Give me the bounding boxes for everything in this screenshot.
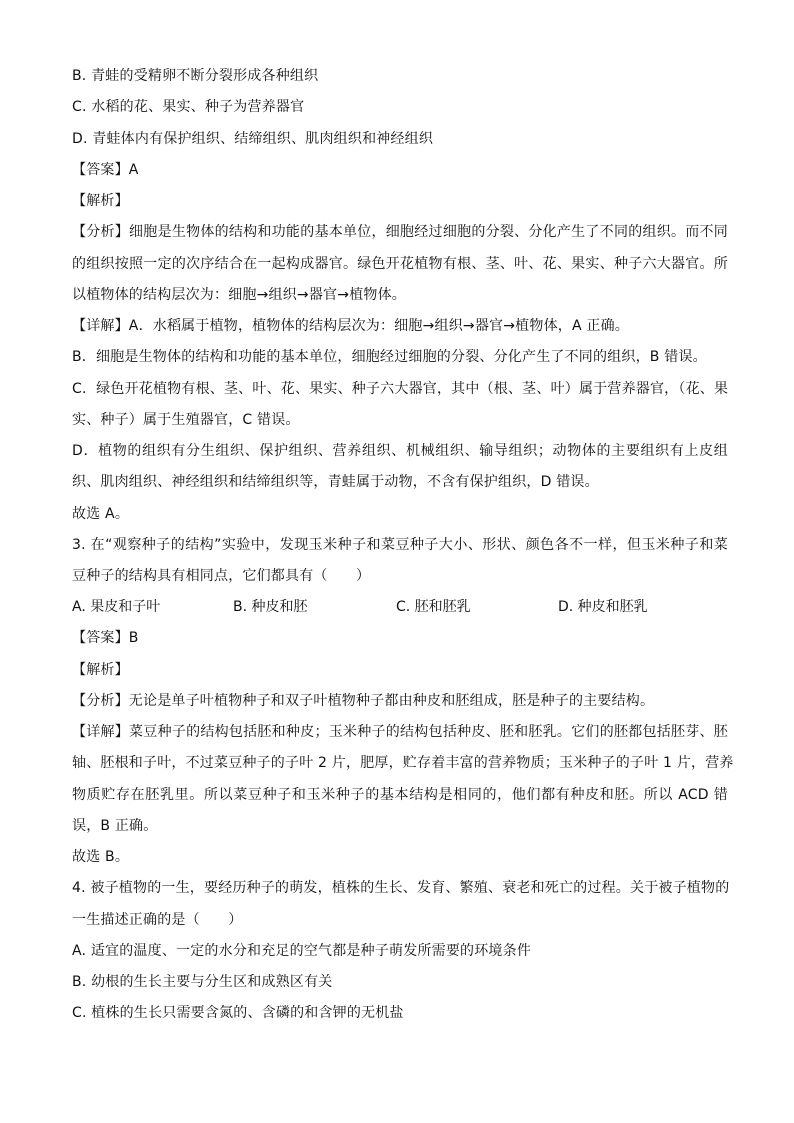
option-a-q4: A. 适宜的温度、一定的水分和充足的空气都是种子萌发所需要的环境条件 bbox=[72, 943, 532, 959]
question-4-stem: 一生描述正确的是（ ） bbox=[72, 912, 243, 928]
conclusion-q2: 故选 A。 bbox=[72, 506, 130, 522]
option-c-q3: C. 胚和胚乳 bbox=[396, 599, 471, 615]
answer-q3: 【答案】B bbox=[72, 630, 139, 646]
detail-paragraph: 轴、胚根和子叶，不过菜豆种子的子叶 2 片，肥厚，贮存着丰富的营养物质；玉米种子的子叶 1 片，营养 bbox=[72, 755, 734, 771]
option-c-q2: C. 水稻的花、果实、种子为营养器官 bbox=[72, 99, 305, 115]
question-3-stem: 3. 在“观察种子的结构”实验中，发现玉米种子和菜豆种子大小、形状、颜色各不一样，但玉米种子和菜 bbox=[72, 537, 728, 553]
analysis-heading-q2: 【解析】 bbox=[72, 193, 129, 209]
analysis-paragraph: 的组织按照一定的次序结合在一起构成器官。绿色开花植物有根、茎、叶、花、果实、种子六大器官。所 bbox=[72, 256, 728, 272]
detail-paragraph: 误，B 正确。 bbox=[72, 818, 158, 834]
option-b-q4: B. 幼根的生长主要与分生区和成熟区有关 bbox=[72, 974, 333, 990]
option-b-q3: B. 种皮和胚 bbox=[233, 599, 308, 615]
analysis-heading-q3: 【解析】 bbox=[72, 662, 129, 678]
detail-paragraph: 织、肌肉组织、神经组织和结缔组织等，青蛙属于动物，不含有保护组织，D 错误。 bbox=[72, 474, 599, 490]
option-d-q3: D. 种皮和胚乳 bbox=[558, 599, 648, 615]
analysis-paragraph: 【分析】细胞是生物体的结构和功能的基本单位，细胞经过细胞的分裂、分化产生了不同的组织。而不同 bbox=[72, 224, 728, 240]
detail-paragraph: D．植物的组织有分生组织、保护组织、营养组织、机械组织、输导组织；动物体的主要组织有上皮组 bbox=[72, 443, 728, 459]
analysis-paragraph: 【分析】无论是单子叶植物种子和双子叶植物种子都由种皮和胚组成，胚是种子的主要结构。 bbox=[72, 693, 655, 709]
option-b-q2: B. 青蛙的受精卵不断分裂形成各种组织 bbox=[72, 68, 319, 84]
option-a-q3: A. 果皮和子叶 bbox=[72, 599, 161, 615]
detail-paragraph: 【详解】A．水稻属于植物，植物体的结构层次为：细胞→组织→器官→植物体，A 正确。 bbox=[72, 318, 629, 334]
option-d-q2: D. 青蛙体内有保护组织、结缔组织、肌肉组织和神经组织 bbox=[72, 131, 434, 147]
question-4-stem: 4. 被子植物的一生，要经历种子的萌发，植株的生长、发育、繁殖、衰老和死亡的过程。关于被子植物的 bbox=[72, 880, 730, 896]
detail-paragraph: 【详解】菜豆种子的结构包括胚和种皮；玉米种子的结构包括种皮、胚和胚乳。它们的胚都包括胚芽、胚 bbox=[72, 724, 728, 740]
detail-paragraph: B．细胞是生物体的结构和功能的基本单位，细胞经过细胞的分裂、分化产生了不同的组织，B 错误。 bbox=[72, 349, 707, 365]
answer-q2: 【答案】A bbox=[72, 162, 139, 178]
conclusion-q3: 故选 B。 bbox=[72, 849, 130, 865]
detail-paragraph: 物质贮存在胚乳里。所以菜豆种子和玉米种子的基本结构是相同的，他们都有种皮和胚。所以 ACD 错 bbox=[72, 787, 728, 803]
detail-paragraph: C．绿色开花植物有根、茎、叶、花、果实、种子六大器官，其中（根、茎、叶）属于营养器官，（花、果 bbox=[72, 381, 729, 397]
question-3-stem: 豆种子的结构具有相同点，它们都具有（ ） bbox=[72, 568, 371, 584]
option-c-q4: C. 植株的生长只需要含氮的、含磷的和含钾的无机盐 bbox=[72, 1005, 404, 1021]
analysis-paragraph: 以植物体的结构层次为：细胞→组织→器官→植物体。 bbox=[72, 287, 406, 303]
detail-paragraph: 实、种子）属于生殖器官，C 错误。 bbox=[72, 412, 300, 428]
